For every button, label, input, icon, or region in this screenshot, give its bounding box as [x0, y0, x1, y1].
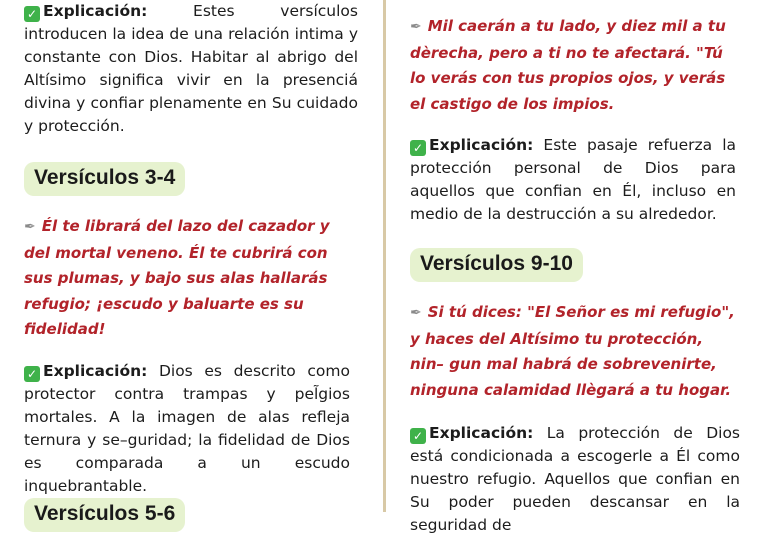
check-mark-icon: ✓ [410, 140, 426, 156]
verse-text: Si tú dices: "El Señor es mi refugio", y haces del Altísimo tu protección, nin– gun mal habrá de sobrevenirte, ninguna calamidad llègará a tu hogar. [410, 303, 735, 399]
check-mark-icon: ✓ [410, 428, 426, 444]
explanation-paragraph [24, 0, 358, 138]
explanation-text: Dios es descrito como protector contra trampas y pel̃gios mortales. A la imagen de alas refleja ternura y se–guridad; la fidelidad de Dios es comparada a un escudo inquebrantable. [24, 362, 350, 495]
explanation-paragraph [24, 360, 350, 498]
explanation-text: Estes versículos introducen la idea de una relación intima y constante con Dios. Habitar al abrigo del Altísimo significa vivir en la presenciá divina y confiar plenamente en Su cuidado y protección. [24, 2, 358, 135]
explanation-label: Explicación: [429, 136, 534, 154]
verse-quote [410, 14, 732, 117]
quill-pen-icon: ✒ [410, 19, 422, 35]
column-divider [383, 0, 386, 512]
explanation-paragraph [410, 422, 740, 537]
quill-pen-icon: ✒ [410, 305, 422, 321]
verse-quote [24, 214, 354, 343]
check-mark-icon: ✓ [24, 6, 40, 22]
explanation-text: Este pasaje refuerza la protección personal de Dios para aquellos que confian en Él, incluso en medio de la destrucción a su alrededor. [410, 136, 736, 223]
check-mark-icon: ✓ [24, 366, 40, 382]
explanation-text: La protección de Dios está condicionada a escogerle a Él como nuestro refugio. Aquellos que confian en Su poder pueden descansar en la seguridad de [410, 424, 740, 534]
section-heading: Versículos 5-6 [24, 498, 185, 532]
explanation-paragraph [410, 134, 736, 226]
explanation-label: Explicación: [43, 2, 148, 20]
section-heading: Versículos 9-10 [410, 248, 583, 282]
quill-pen-icon: ✒ [24, 219, 36, 235]
verse-quote [410, 300, 740, 403]
verse-text: Él te librará del lazo del cazador y del mortal veneno. Él te cubrirá con sus plumas, y bajo sus alas hallarás refugio; ¡escudo y baluarte es su fidelidad! [24, 217, 330, 338]
explanation-label: Explicación: [43, 362, 148, 380]
section-heading: Versículos 3-4 [24, 162, 185, 196]
explanation-label: Explicación: [429, 424, 534, 442]
verse-text: Mil caerán a tu lado, y diez mil a tu dèrecha, pero a ti no te afectará. "Tú lo verás con tus propios ojos, y verás el castigo de los impios. [410, 17, 726, 113]
